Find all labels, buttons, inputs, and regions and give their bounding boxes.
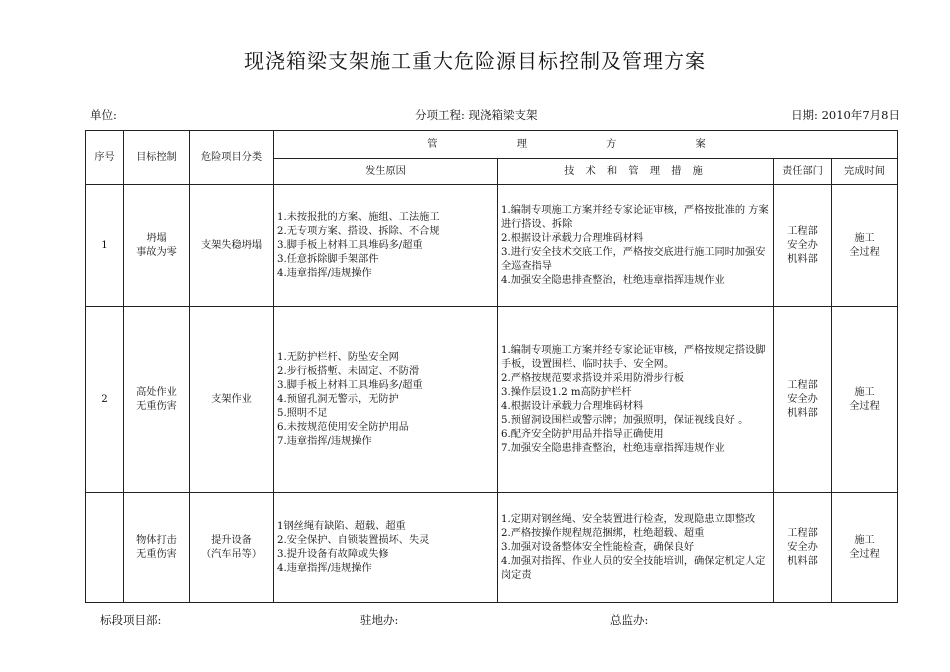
row-causes-line: 1钢丝绳有缺陷、超载、超重 bbox=[277, 520, 406, 532]
row-category bbox=[190, 493, 274, 603]
row-causes-line: 7.违章指挥/违规操作 bbox=[277, 435, 372, 447]
row-measures-line: 4.加强对指挥、作业人员的安全技能培训，确保定机定人定岗定责 bbox=[501, 555, 766, 581]
table-row bbox=[86, 307, 898, 493]
row-causes-line: 3.任意拆除脚手架部件 bbox=[277, 253, 379, 265]
header-completion: 完成时间 bbox=[832, 159, 898, 185]
row-department-line: 安全办 bbox=[787, 239, 818, 251]
row-target bbox=[124, 185, 190, 307]
project-label: 分项工程: 现浇箱梁支架 bbox=[415, 108, 538, 122]
row-measures-line: 1.编制专项施工方案并经专家论证审核，严格按批准的 方案进行搭设、拆除 bbox=[501, 204, 769, 230]
row-causes-line: 3.脚手板上材料工具堆码多/超重 bbox=[277, 239, 423, 251]
row-measures bbox=[498, 307, 774, 493]
unit-label: 单位: bbox=[90, 108, 117, 122]
row-measures-line: 5.预留洞设围栏或警示牌；加强照明，保证视线良好 。 bbox=[501, 414, 749, 426]
row-measures-line: 1.定期对钢丝绳、安全装置进行检查，发现隐患立即整改 bbox=[501, 513, 756, 525]
row-completion-line: 施工 bbox=[854, 534, 875, 546]
row-index bbox=[86, 493, 124, 603]
row-category bbox=[190, 307, 274, 493]
row-causes-line: 3.提升设备有故障或失修 bbox=[277, 548, 389, 560]
row-department-line: 工程部 bbox=[787, 379, 818, 391]
row-department-line: 安全办 bbox=[787, 393, 818, 405]
row-completion bbox=[832, 307, 898, 493]
row-causes-line: 4.违章指挥/违规操作 bbox=[277, 267, 372, 279]
row-causes-line: 2.安全保护、自锁装置损坏、失灵 bbox=[277, 534, 430, 546]
row-causes bbox=[274, 307, 498, 493]
row-category-line: 支架作业 bbox=[211, 393, 252, 405]
row-completion-line: 全过程 bbox=[849, 400, 880, 412]
row-measures-line: 4.加强安全隐患排查整治，杜绝违章指挥违规作业 bbox=[501, 274, 725, 286]
row-category-line: 支架失稳坍塌 bbox=[200, 239, 263, 251]
row-target bbox=[124, 307, 190, 493]
row-causes-line: 1.无防护栏杆、防坠安全网 bbox=[277, 351, 399, 363]
row-causes bbox=[274, 493, 498, 603]
row-completion bbox=[832, 185, 898, 307]
row-department-line: 工程部 bbox=[787, 225, 818, 237]
table-row bbox=[86, 493, 898, 603]
footer-chief-supervisor: 总监办: bbox=[610, 613, 649, 627]
row-causes-line: 5.照明不足 bbox=[277, 407, 328, 419]
row-completion-line: 全过程 bbox=[849, 548, 880, 560]
hazard-table bbox=[85, 130, 898, 603]
row-category-line: 提升设备 bbox=[211, 534, 252, 546]
footer-resident-office: 驻地办: bbox=[360, 613, 399, 627]
row-causes-line: 2.步行板搭塹、未固定、不防滑 bbox=[277, 365, 420, 377]
header-target: 目标控制 bbox=[124, 131, 190, 185]
footer-section-dept: 标段项目部: bbox=[100, 613, 162, 627]
header-measures: 技 术 和 管 理 措 施 bbox=[498, 159, 774, 185]
row-measures-line: 2.根据设计承载力合理堆码材料 bbox=[501, 232, 644, 244]
row-causes bbox=[274, 185, 498, 307]
row-department-line: 机料部 bbox=[787, 555, 818, 567]
row-target-line: 无重伤害 bbox=[136, 400, 177, 412]
row-measures bbox=[498, 493, 774, 603]
row-department-line: 机料部 bbox=[787, 253, 818, 265]
header-category: 危险项目分类 bbox=[190, 131, 274, 185]
row-target bbox=[124, 493, 190, 603]
header-cause: 发生原因 bbox=[274, 159, 498, 185]
row-completion-line: 施工 bbox=[854, 386, 875, 398]
header-department: 责任部门 bbox=[774, 159, 832, 185]
row-department-line: 安全办 bbox=[787, 541, 818, 553]
row-category bbox=[190, 185, 274, 307]
row-department bbox=[774, 185, 832, 307]
row-target-line: 坍塌 bbox=[146, 232, 167, 244]
row-department-line: 工程部 bbox=[787, 527, 818, 539]
row-measures-line: 2.严格按规范要求搭设并采用防滑步行板 bbox=[501, 372, 684, 384]
row-causes-line: 4.预留孔洞无警示，无防护 bbox=[277, 393, 399, 405]
row-completion-line: 全过程 bbox=[849, 246, 880, 258]
row-measures-line: 1.编制专项施工方案并经专家论证审核，严格按规定搭设脚手板，设置围栏、临时扶手、安全网。 bbox=[501, 344, 766, 370]
date-label: 日期: 2010年7月8日 bbox=[791, 108, 900, 122]
row-completion bbox=[832, 493, 898, 603]
header-index: 序号 bbox=[86, 131, 124, 185]
row-measures-line: 3.操作层设1.2 m高防护栏杆 bbox=[501, 386, 632, 398]
row-completion-line: 施工 bbox=[854, 232, 875, 244]
row-measures-line: 3.加强对设备整体安全性能检查，确保良好 bbox=[501, 541, 695, 553]
row-department bbox=[774, 307, 832, 493]
row-target-line: 事故为零 bbox=[136, 246, 177, 258]
row-measures-line: 3.进行安全技术交底工作，严格按交底进行施工同时加强安全巡查指导 bbox=[501, 246, 766, 272]
row-measures bbox=[498, 185, 774, 307]
row-measures-line: 4.根据设计承载力合理堆码材料 bbox=[501, 400, 644, 412]
row-measures-line: 7.加强安全隐患排查整治，杜绝违章指挥违规作业 bbox=[501, 442, 725, 454]
row-index: 2 bbox=[86, 307, 124, 493]
row-causes-line: 2.无专项方案、搭设、拆除、不合规 bbox=[277, 225, 440, 237]
table-row bbox=[86, 185, 898, 307]
header-management: 管 理 方 案 bbox=[274, 131, 898, 159]
row-measures-line: 6.配齐安全防护用品并指导正确使用 bbox=[501, 428, 664, 440]
row-target-line: 高处作业 bbox=[136, 386, 177, 398]
row-causes-line: 4.违章指挥/违规操作 bbox=[277, 562, 372, 574]
row-causes-line: 1.未按报批的方案、施组、工法施工 bbox=[277, 211, 440, 223]
row-target-line: 物体打击 bbox=[136, 534, 177, 546]
row-measures-line: 2.严格按操作规程规范捆绑，杜绝超载、超重 bbox=[501, 527, 705, 539]
row-index: 1 bbox=[86, 185, 124, 307]
row-causes-line: 6.未按规范使用安全防护用品 bbox=[277, 421, 409, 433]
row-target-line: 无重伤害 bbox=[136, 548, 177, 560]
row-department bbox=[774, 493, 832, 603]
row-causes-line: 3.脚手板上材料工具堆码多/超重 bbox=[277, 379, 423, 391]
row-department-line: 机料部 bbox=[787, 407, 818, 419]
document-title: 现浇箱梁支架施工重大危险源目标控制及管理方案 bbox=[244, 49, 706, 73]
row-category-line: （汽车吊等） bbox=[200, 548, 263, 560]
